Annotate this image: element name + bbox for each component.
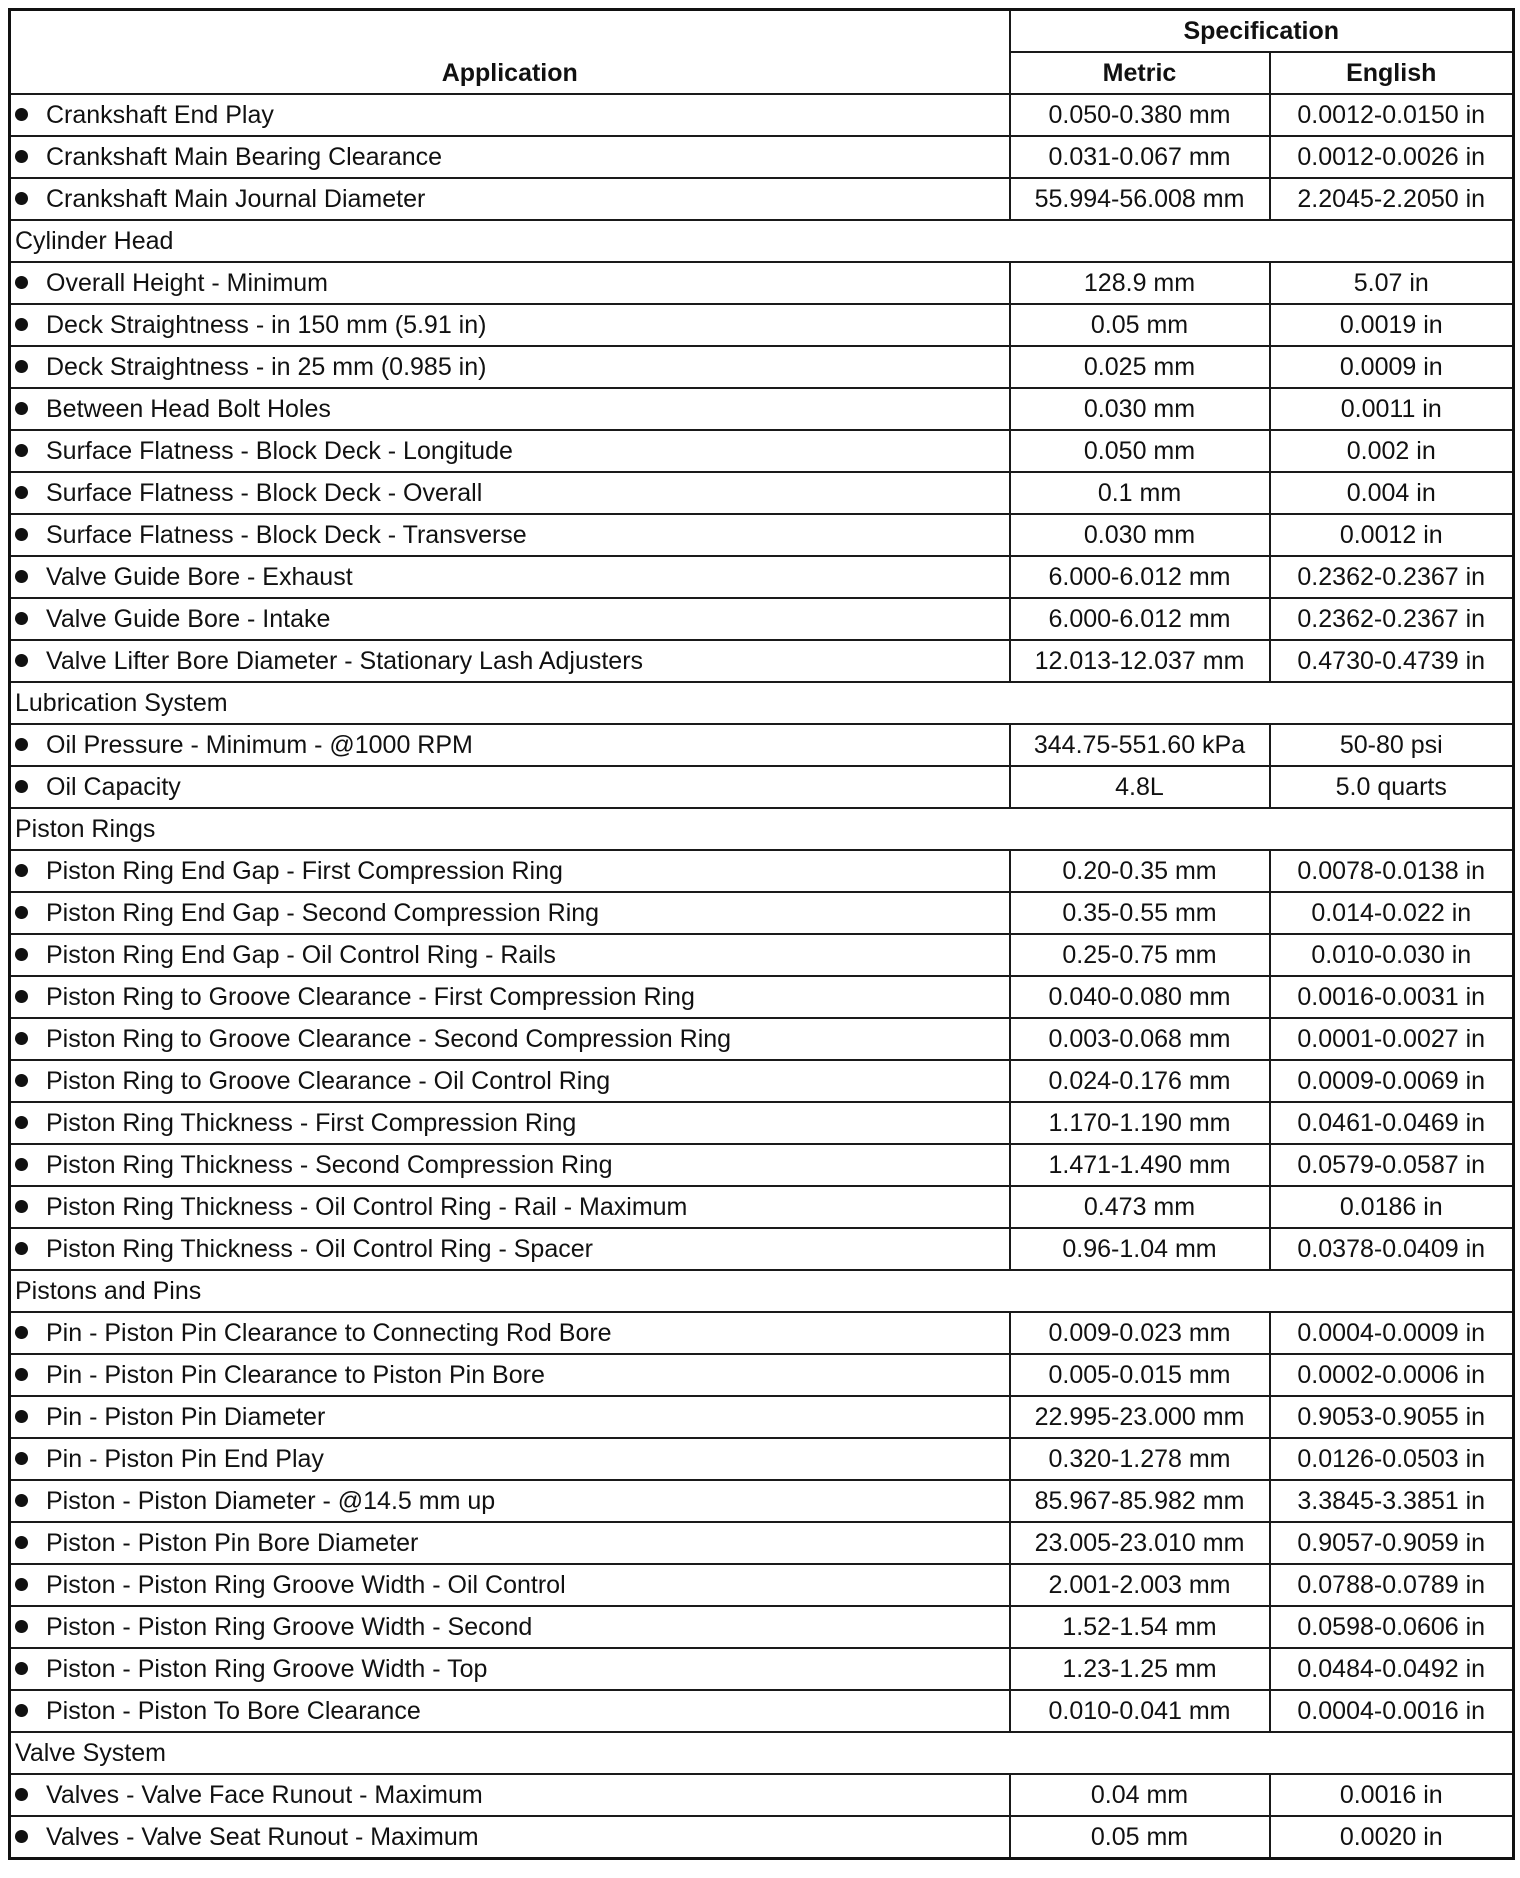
application-label: Piston Ring to Groove Clearance - First Compression Ring [46,983,695,1011]
english-value: 0.0001-0.0027 in [1270,1018,1514,1060]
table-row [10,1690,1514,1732]
bullet-icon [15,1494,28,1507]
metric-value: 0.031-0.067 mm [1010,136,1270,178]
application-header: Application [10,10,1010,95]
bullet-icon [15,1620,28,1633]
application-cell [10,1354,1010,1396]
specification-table [8,8,1515,1860]
english-value: 0.0020 in [1270,1816,1514,1859]
table-row [10,1480,1514,1522]
application-cell [10,1228,1010,1270]
table-row [10,1564,1514,1606]
bullet-icon [15,1704,28,1717]
application-label: Deck Straightness - in 150 mm (5.91 in) [46,311,487,339]
table-row [10,724,1514,766]
english-value: 0.0078-0.0138 in [1270,850,1514,892]
section-row [10,682,1514,724]
application-cell [10,1648,1010,1690]
metric-value: 0.010-0.041 mm [1010,1690,1270,1732]
metric-value: 0.96-1.04 mm [1010,1228,1270,1270]
application-label: Crankshaft End Play [46,101,274,129]
metric-value: 0.1 mm [1010,472,1270,514]
metric-value: 1.52-1.54 mm [1010,1606,1270,1648]
bullet-icon [15,990,28,1003]
application-label: Valves - Valve Face Runout - Maximum [46,1781,483,1809]
english-value: 0.0019 in [1270,304,1514,346]
application-label: Piston - Piston Ring Groove Width - Oil Control [46,1571,566,1599]
application-cell [10,430,1010,472]
application-label: Piston - Piston To Bore Clearance [46,1697,421,1725]
english-value: 0.0126-0.0503 in [1270,1438,1514,1480]
bullet-icon [15,402,28,415]
english-value: 0.0012-0.0150 in [1270,94,1514,136]
table-row [10,1144,1514,1186]
english-value: 0.2362-0.2367 in [1270,598,1514,640]
metric-value: 4.8L [1010,766,1270,808]
application-label: Pin - Piston Pin Clearance to Piston Pin Bore [46,1361,545,1389]
application-cell [10,1060,1010,1102]
bullet-icon [15,738,28,751]
application-cell [10,598,1010,640]
table-row [10,1438,1514,1480]
english-value: 50-80 psi [1270,724,1514,766]
english-value: 0.0004-0.0009 in [1270,1312,1514,1354]
metric-value: 1.23-1.25 mm [1010,1648,1270,1690]
application-label: Valves - Valve Seat Runout - Maximum [46,1823,479,1851]
section-row [10,220,1514,262]
table-row [10,1186,1514,1228]
metric-value: 0.20-0.35 mm [1010,850,1270,892]
english-value: 0.0012 in [1270,514,1514,556]
table-row [10,556,1514,598]
application-label: Piston Ring Thickness - First Compression Ring [46,1109,577,1137]
metric-value: 0.030 mm [1010,388,1270,430]
table-row [10,1774,1514,1816]
metric-value: 6.000-6.012 mm [1010,598,1270,640]
bullet-icon [15,360,28,373]
application-label: Oil Pressure - Minimum - @1000 RPM [46,731,473,759]
english-value: 0.0598-0.0606 in [1270,1606,1514,1648]
metric-value: 55.994-56.008 mm [1010,178,1270,220]
application-label: Piston - Piston Ring Groove Width - Second [46,1613,533,1641]
table-row [10,1228,1514,1270]
application-cell [10,472,1010,514]
application-cell [10,766,1010,808]
bullet-icon [15,570,28,583]
application-label: Surface Flatness - Block Deck - Overall [46,479,483,507]
bullet-icon [15,1830,28,1843]
metric-value: 12.013-12.037 mm [1010,640,1270,682]
english-value: 0.0002-0.0006 in [1270,1354,1514,1396]
application-label: Overall Height - Minimum [46,269,329,297]
application-cell [10,934,1010,976]
application-label: Between Head Bolt Holes [46,395,331,423]
application-label: Pin - Piston Pin Diameter [46,1403,326,1431]
bullet-icon [15,192,28,205]
application-label: Piston Ring End Gap - Second Compression Ring [46,899,600,927]
english-value: 0.010-0.030 in [1270,934,1514,976]
application-cell [10,1564,1010,1606]
application-cell [10,94,1010,136]
english-value: 0.0009-0.0069 in [1270,1060,1514,1102]
english-value: 0.0186 in [1270,1186,1514,1228]
metric-value: 128.9 mm [1010,262,1270,304]
bullet-icon [15,1242,28,1255]
metric-value: 0.05 mm [1010,304,1270,346]
application-cell [10,1186,1010,1228]
metric-value: 0.050 mm [1010,430,1270,472]
english-value: 0.0788-0.0789 in [1270,1564,1514,1606]
table-row [10,1648,1514,1690]
table-row [10,388,1514,430]
bullet-icon [15,1116,28,1129]
application-cell [10,892,1010,934]
metric-value: 0.05 mm [1010,1816,1270,1859]
metric-value: 2.001-2.003 mm [1010,1564,1270,1606]
application-cell [10,1102,1010,1144]
bullet-icon [15,1032,28,1045]
application-cell [10,1816,1010,1859]
section-label: Lubrication System [10,682,1514,724]
bullet-icon [15,864,28,877]
metric-value: 0.25-0.75 mm [1010,934,1270,976]
metric-header: Metric [1010,52,1270,94]
metric-value: 0.003-0.068 mm [1010,1018,1270,1060]
bullet-icon [15,612,28,625]
table-row [10,1312,1514,1354]
metric-value: 6.000-6.012 mm [1010,556,1270,598]
bullet-icon [15,108,28,121]
metric-value: 1.170-1.190 mm [1010,1102,1270,1144]
english-value: 0.0484-0.0492 in [1270,1648,1514,1690]
table-row [10,94,1514,136]
application-cell [10,1396,1010,1438]
application-label: Crankshaft Main Bearing Clearance [46,143,443,171]
bullet-icon [15,444,28,457]
application-cell [10,304,1010,346]
application-label: Pin - Piston Pin Clearance to Connecting Rod Bore [46,1319,612,1347]
application-label: Surface Flatness - Block Deck - Transverse [46,521,527,549]
table-row [10,262,1514,304]
table-row [10,1816,1514,1859]
english-value: 0.014-0.022 in [1270,892,1514,934]
application-label: Crankshaft Main Journal Diameter [46,185,426,213]
english-value: 0.0011 in [1270,388,1514,430]
bullet-icon [15,948,28,961]
application-cell [10,1438,1010,1480]
table-row [10,514,1514,556]
bullet-icon [15,1410,28,1423]
section-label: Cylinder Head [10,220,1514,262]
metric-value: 0.009-0.023 mm [1010,1312,1270,1354]
english-value: 0.002 in [1270,430,1514,472]
table-row [10,1018,1514,1060]
application-label: Valve Lifter Bore Diameter - Stationary Lash Adjusters [46,647,644,675]
application-label: Piston Ring End Gap - First Compression Ring [46,857,563,885]
english-header: English [1270,52,1514,94]
application-label: Surface Flatness - Block Deck - Longitude [46,437,513,465]
application-label: Piston Ring Thickness - Second Compression Ring [46,1151,613,1179]
bullet-icon [15,1452,28,1465]
table-row [10,892,1514,934]
section-row [10,1270,1514,1312]
application-label: Piston Ring Thickness - Oil Control Ring - Rail - Maximum [46,1193,688,1221]
english-value: 0.0009 in [1270,346,1514,388]
application-cell [10,850,1010,892]
application-cell [10,1144,1010,1186]
bullet-icon [15,486,28,499]
application-label: Pin - Piston Pin End Play [46,1445,324,1473]
application-label: Deck Straightness - in 25 mm (0.985 in) [46,353,487,381]
table-row [10,850,1514,892]
table-row [10,136,1514,178]
metric-value: 23.005-23.010 mm [1010,1522,1270,1564]
bullet-icon [15,1158,28,1171]
application-label: Piston - Piston Ring Groove Width - Top [46,1655,488,1683]
english-value: 0.0012-0.0026 in [1270,136,1514,178]
application-label: Valve Guide Bore - Intake [46,605,331,633]
table-header [10,10,1514,95]
table-row [10,640,1514,682]
application-cell [10,1690,1010,1732]
english-value: 0.004 in [1270,472,1514,514]
table-body [10,94,1514,1859]
application-cell [10,136,1010,178]
section-label: Valve System [10,1732,1514,1774]
table-row [10,304,1514,346]
bullet-icon [15,276,28,289]
table-row [10,766,1514,808]
application-cell [10,1606,1010,1648]
application-cell [10,724,1010,766]
english-value: 0.0016 in [1270,1774,1514,1816]
english-value: 0.9057-0.9059 in [1270,1522,1514,1564]
bullet-icon [15,654,28,667]
english-value: 2.2045-2.2050 in [1270,178,1514,220]
table-row [10,472,1514,514]
section-row [10,1732,1514,1774]
table-row [10,1606,1514,1648]
table-row [10,1354,1514,1396]
table-row [10,1522,1514,1564]
application-cell [10,1522,1010,1564]
metric-value: 0.030 mm [1010,514,1270,556]
application-cell [10,556,1010,598]
bullet-icon [15,1788,28,1801]
bullet-icon [15,318,28,331]
metric-value: 0.04 mm [1010,1774,1270,1816]
english-value: 0.4730-0.4739 in [1270,640,1514,682]
application-label: Oil Capacity [46,773,181,801]
metric-value: 1.471-1.490 mm [1010,1144,1270,1186]
application-label: Piston - Piston Diameter - @14.5 mm up [46,1487,496,1515]
metric-value: 0.025 mm [1010,346,1270,388]
table-row [10,934,1514,976]
specification-header: Specification [1010,10,1514,53]
table-row [10,1060,1514,1102]
english-value: 5.07 in [1270,262,1514,304]
english-value: 0.2362-0.2367 in [1270,556,1514,598]
english-value: 3.3845-3.3851 in [1270,1480,1514,1522]
english-value: 0.9053-0.9055 in [1270,1396,1514,1438]
application-cell [10,1312,1010,1354]
application-cell [10,1018,1010,1060]
bullet-icon [15,1578,28,1591]
bullet-icon [15,150,28,163]
application-label: Valve Guide Bore - Exhaust [46,563,353,591]
metric-value: 22.995-23.000 mm [1010,1396,1270,1438]
table-row [10,430,1514,472]
bullet-icon [15,1074,28,1087]
application-cell [10,976,1010,1018]
bullet-icon [15,780,28,793]
metric-value: 85.967-85.982 mm [1010,1480,1270,1522]
bullet-icon [15,1326,28,1339]
english-value: 0.0004-0.0016 in [1270,1690,1514,1732]
section-label: Pistons and Pins [10,1270,1514,1312]
english-value: 0.0461-0.0469 in [1270,1102,1514,1144]
metric-value: 0.320-1.278 mm [1010,1438,1270,1480]
application-label: Piston Ring to Groove Clearance - Oil Control Ring [46,1067,611,1095]
application-cell [10,640,1010,682]
application-label: Piston - Piston Pin Bore Diameter [46,1529,419,1557]
english-value: 0.0378-0.0409 in [1270,1228,1514,1270]
table-row [10,1102,1514,1144]
metric-value: 0.024-0.176 mm [1010,1060,1270,1102]
application-cell [10,1774,1010,1816]
application-cell [10,388,1010,430]
table-row [10,976,1514,1018]
table-row [10,346,1514,388]
metric-value: 344.75-551.60 kPa [1010,724,1270,766]
application-cell [10,178,1010,220]
application-label: Piston Ring Thickness - Oil Control Ring - Spacer [46,1235,593,1263]
bullet-icon [15,528,28,541]
bullet-icon [15,1200,28,1213]
english-value: 5.0 quarts [1270,766,1514,808]
metric-value: 0.473 mm [1010,1186,1270,1228]
application-cell [10,1480,1010,1522]
bullet-icon [15,1368,28,1381]
metric-value: 0.35-0.55 mm [1010,892,1270,934]
table-row [10,598,1514,640]
application-cell [10,346,1010,388]
metric-value: 0.050-0.380 mm [1010,94,1270,136]
table-row [10,178,1514,220]
application-cell [10,514,1010,556]
application-label: Piston Ring End Gap - Oil Control Ring - Rails [46,941,556,969]
english-value: 0.0016-0.0031 in [1270,976,1514,1018]
table-row [10,1396,1514,1438]
section-row [10,808,1514,850]
application-cell [10,262,1010,304]
metric-value: 0.005-0.015 mm [1010,1354,1270,1396]
bullet-icon [15,1662,28,1675]
metric-value: 0.040-0.080 mm [1010,976,1270,1018]
section-label: Piston Rings [10,808,1514,850]
english-value: 0.0579-0.0587 in [1270,1144,1514,1186]
bullet-icon [15,906,28,919]
bullet-icon [15,1536,28,1549]
application-label: Piston Ring to Groove Clearance - Second Compression Ring [46,1025,732,1053]
